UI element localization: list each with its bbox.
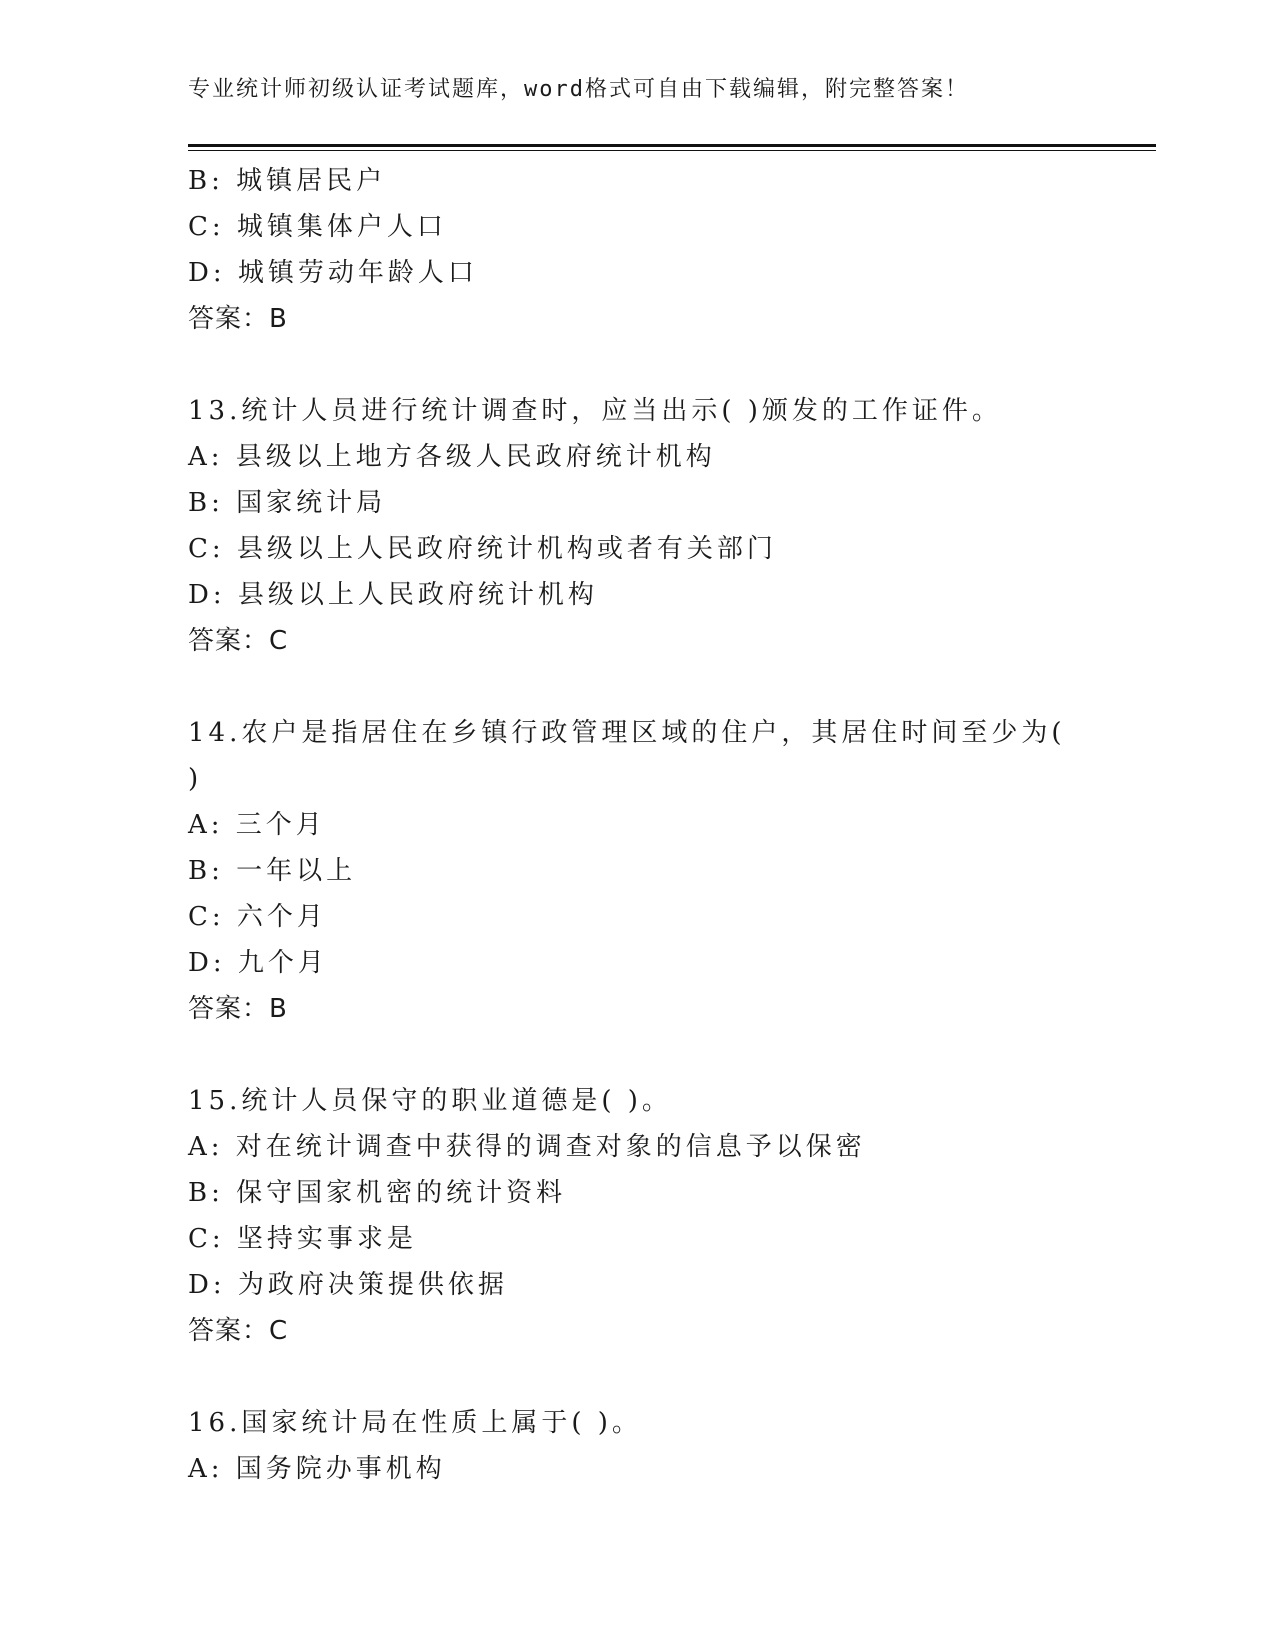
option-d: D: 为政府决策提供依据	[188, 1270, 508, 1300]
option-b: B: 保守国家机密的统计资料	[188, 1178, 567, 1208]
question-16	[188, 1400, 1156, 1492]
question-text: 14.农户是指居住在乡镇行政管理区域的住户，其居住时间至少为(	[188, 718, 1066, 748]
option-a: A: 三个月	[188, 810, 326, 840]
answer: 答案：B	[188, 994, 288, 1024]
option-d: D: 九个月	[188, 948, 328, 978]
page-header: 专业统计师初级认证考试题库，word格式可自由下载编辑，附完整答案！	[188, 77, 969, 102]
option-b: B: 国家统计局	[188, 488, 387, 518]
option-d: D: 县级以上人民政府统计机构	[188, 580, 598, 610]
option-b: B: 一年以上	[188, 856, 357, 886]
document-body	[188, 158, 1156, 1492]
header-rule-thin	[188, 150, 1156, 151]
option-d: D: 城镇劳动年龄人口	[188, 258, 478, 288]
option-c: C: 六个月	[188, 902, 327, 932]
option-a: A: 国务院办事机构	[188, 1454, 446, 1484]
question-text: 13.统计人员进行统计调查时，应当出示( )颁发的工作证件。	[188, 396, 1002, 426]
option-c: C: 坚持实事求是	[188, 1224, 417, 1254]
question-text-continued: )	[188, 764, 203, 794]
question-14	[188, 710, 1156, 1032]
question-15	[188, 1078, 1156, 1354]
header-rule-thick	[188, 144, 1156, 147]
option-b: B: 城镇居民户	[188, 166, 387, 196]
question-12-tail	[188, 158, 1156, 342]
answer: 答案：B	[188, 304, 288, 334]
option-a: A: 县级以上地方各级人民政府统计机构	[188, 442, 716, 472]
answer: 答案：C	[188, 626, 289, 656]
question-13	[188, 388, 1156, 664]
option-a: A: 对在统计调查中获得的调查对象的信息予以保密	[188, 1132, 866, 1162]
question-text: 16.国家统计局在性质上属于( )。	[188, 1408, 642, 1438]
option-c: C: 县级以上人民政府统计机构或者有关部门	[188, 534, 777, 564]
answer: 答案：C	[188, 1316, 289, 1346]
question-text: 15.统计人员保守的职业道德是( )。	[188, 1086, 672, 1116]
option-c: C: 城镇集体户人口	[188, 212, 447, 242]
